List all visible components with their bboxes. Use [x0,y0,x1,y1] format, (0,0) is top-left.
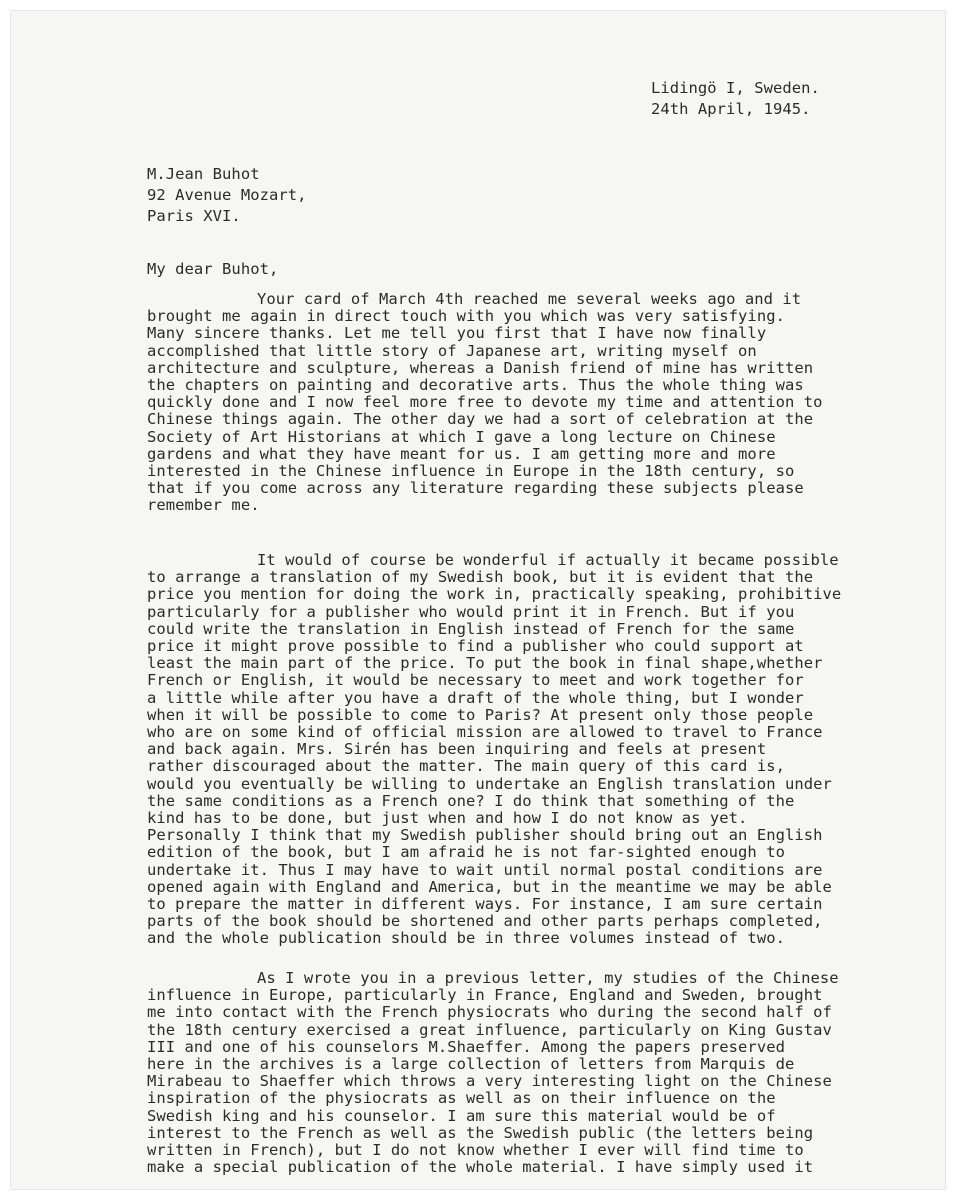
paragraph-1-line: Chinese things again. The other day we had a sort of celebration at the [147,410,814,429]
paragraph-3-line: inspiration of the physiocrats as well as on their influence on the [147,1089,776,1108]
paragraph-1-line: quickly done and I now feel more free to devote my time and attention to [147,393,823,412]
paragraph-2-line: the same conditions as a French one? I do think that something of the [147,791,795,810]
paragraph-2-line: least the main part of the price. To put the book in final shape,whether [147,654,823,673]
paragraph-1-line: remember me. [147,496,260,515]
paragraph-1-first-line: Your card of March 4th reached me several weeks ago and it [257,290,802,308]
paragraph-2-line: edition of the book, but I am afraid he is not far-sighted enough to [147,843,785,862]
paragraph-3-first-line: As I wrote you in a previous letter, my studies of the Chinese [257,969,839,987]
paragraph-2-line: particularly for a publisher who would print it in French. But if you [147,602,795,621]
paragraph-2-line: would you eventually be willing to undertake an English translation under [147,774,832,793]
paragraph-2-line: price you mention for doing the work in, practically speaking, prohibitive [147,585,842,604]
paragraph-3-line: here in the archives is a large collection of letters from Marquis de [147,1055,795,1073]
paragraph-3-line: me into contact with the French physiocrats who during the second half of [147,1003,832,1022]
paragraph-2-line: who are on some kind of official mission are allowed to travel to France [147,723,823,741]
paragraph-2-line: Personally I think that my Swedish publisher should bring out an English [147,826,823,845]
paragraph-1-line: accomplished that little story of Japanese art, writing myself on [147,341,757,360]
paragraph-1-line: architecture and sculpture, whereas a Danish friend of mine has written [147,358,814,377]
paragraph-2-line: and the whole publication should be in three volumes instead of two. [147,929,785,948]
paragraph-2-line: rather discouraged about the matter. The main query of this card is, [147,757,785,776]
paragraph-3-line: influence in Europe, particularly in France, England and Sweden, brought [147,986,823,1005]
salutation: My dear Buhot, [147,260,279,278]
paragraph-2-line: undertake it. Thus I may have to wait until normal postal conditions are [147,860,823,879]
date-line: 24th April, 1945. [651,100,811,118]
paragraph-2-line: a little while after you have a draft of the whole thing, but I wonder [147,688,804,707]
paragraph-2-line: French or English, it would be necessary to meet and work together for [147,671,804,690]
paragraph-1-line: gardens and what they have meant for us. I am getting more and more [147,444,776,463]
paragraph-2-line: kind has to be done, but just when and how I do not know as yet. [147,809,748,827]
paragraph-2-first-line: It would of course be wonderful if actually it became possible [257,551,839,569]
paragraph-3-line: written in French), but I do not know whether I ever will find time to [147,1141,804,1159]
paragraph-3-line: Swedish king and his counselor. I am sure this material would be of [147,1106,776,1125]
paragraph-1-line: brought me again in direct touch with you which was very satisfying. [147,307,785,326]
place-line: Lidingö I, Sweden. [651,79,820,97]
paragraph-2-line: parts of the book should be shortened and other parts perhaps completed, [147,912,823,931]
recipient-city: Paris XVI. [147,207,241,225]
paragraph-2-line: opened again with England and America, but in the meantime we may be able [147,877,832,896]
paragraph-1-line: the chapters on painting and decorative arts. Thus the whole thing was [147,376,804,394]
recipient-name: M.Jean Buhot [147,165,260,183]
paragraph-2-line: price it might prove possible to find a publisher who could support at [147,637,804,655]
paragraph-3-line: interest to the French as well as the Swedish public (the letters being [147,1123,814,1142]
paragraph-1-line: that if you come across any literature regarding these subjects please [147,479,804,498]
paragraph-1-line: Many sincere thanks. Let me tell you first that I have now finally [147,324,767,343]
paragraph-3-line: III and one of his counselors M.Shaeffer. Among the papers preserved [147,1037,785,1056]
paragraph-2-line: and back again. Mrs. Sirén has been inquiring and feels at present [147,740,767,759]
paragraph-3-line: Mirabeau to Shaeffer which throws a very interesting light on the Chinese [147,1072,832,1091]
recipient-street: 92 Avenue Mozart, [147,186,307,204]
paragraph-3-line: the 18th century exercised a great influence, particularly on King Gustav [147,1020,832,1039]
paragraph-2-line: when it will be possible to come to Paris? At present only those people [147,705,814,724]
paragraph-2-line: could write the translation in English instead of French for the same [147,619,795,638]
paragraph-2-line: to arrange a translation of my Swedish book, but it is evident that the [147,568,814,587]
paragraph-1-line: interested in the Chinese influence in Europe in the 18th century, so [147,462,795,480]
paragraph-1-line: Society of Art Historians at which I gave a long lecture on Chinese [147,427,776,446]
letter-page [11,11,945,1189]
paragraph-3-line: make a special publication of the whole material. I have simply used it [147,1158,814,1177]
paragraph-2-line: to prepare the matter in different ways. For instance, I am sure certain [147,895,823,913]
